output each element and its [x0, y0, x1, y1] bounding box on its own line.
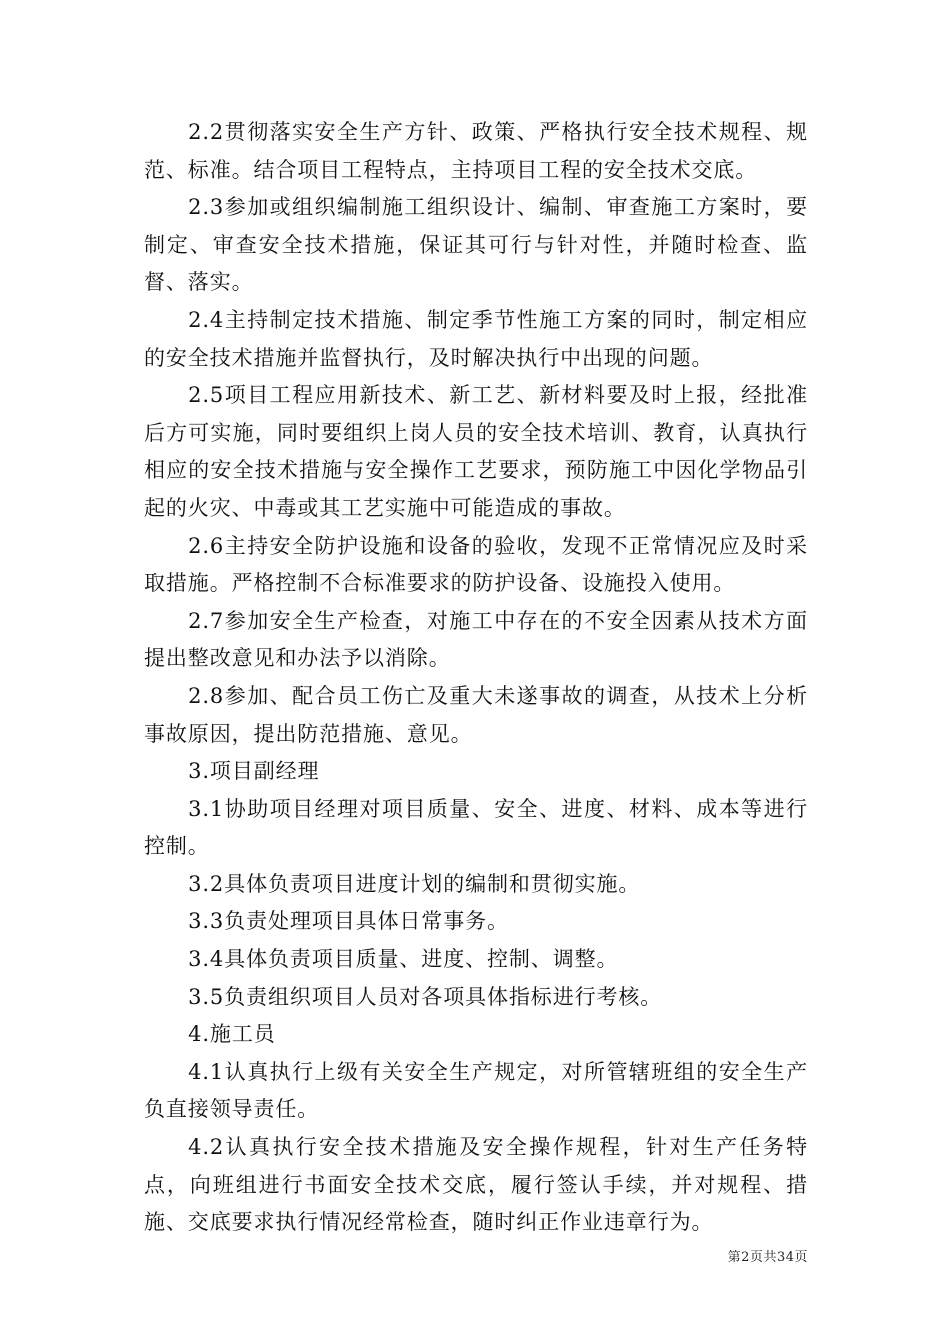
- section-heading-project-deputy-manager: 3.项目副经理: [188, 759, 320, 784]
- paragraph-2-8: 2.8参加、配合员工伤亡及重大未遂事故的调查，从技术上分析事故原因，提出防范措施、意见。: [144, 683, 808, 746]
- paragraph-4-1: 4.1认真执行上级有关安全生产规定，对所管辖班组的安全生产负直接领导责任。: [144, 1059, 808, 1122]
- paragraph-2-3: 2.3参加或组织编制施工组织设计、编制、审查施工方案时，要制定、审查安全技术措施，保证其可行与针对性，并随时检查、监督、落实。: [144, 195, 808, 295]
- paragraph-2-6: 2.6主持安全防护设施和设备的验收，发现不正常情况应及时采取措施。严格控制不合标准要求的防护设备、设施投入使用。: [144, 533, 808, 596]
- paragraph-3-5: 3.5负责组织项目人员对各项具体指标进行考核。: [188, 984, 663, 1009]
- paragraph-4-2: 4.2认真执行安全技术措施及安全操作规程，针对生产任务特点，向班组进行书面安全技术交底，履行签认手续，并对规程、措施、交底要求执行情况经常检查，随时纠正作业违章行为。: [144, 1135, 808, 1235]
- paragraph-2-5: 2.5项目工程应用新技术、新工艺、新材料要及时上报，经批准后方可实施，同时要组织上岗人员的安全技术培训、教育，认真执行相应的安全技术措施与安全操作工艺要求，预防施工中因化学物品引起的火灾、中毒或其工艺实施中可能造成的事故。: [144, 383, 808, 520]
- page-number-footer: 第2页共34页: [727, 1250, 808, 1265]
- paragraph-2-2: 2.2贯彻落实安全生产方针、政策、严格执行安全技术规程、规范、标准。结合项目工程特点，主持项目工程的安全技术交底。: [144, 120, 808, 182]
- paragraph-3-1: 3.1协助项目经理对项目质量、安全、进度、材料、成本等进行控制。: [144, 796, 808, 859]
- paragraph-2-4: 2.4主持制定技术措施、制定季节性施工方案的同时，制定相应的安全技术措施并监督执行，及时解决执行中出现的问题。: [144, 307, 808, 370]
- paragraph-3-3: 3.3负责处理项目具体日常事务。: [188, 909, 509, 934]
- paragraph-3-2: 3.2具体负责项目进度计划的编制和贯彻实施。: [188, 871, 641, 896]
- document-body: [144, 114, 808, 1242]
- section-heading-construction-worker: 4.施工员: [188, 1022, 276, 1047]
- paragraph-3-4: 3.4具体负责项目质量、进度、控制、调整。: [188, 947, 619, 972]
- paragraph-2-7: 2.7参加安全生产检查，对施工中存在的不安全因素从技术方面提出整改意见和办法予以消除。: [144, 608, 808, 671]
